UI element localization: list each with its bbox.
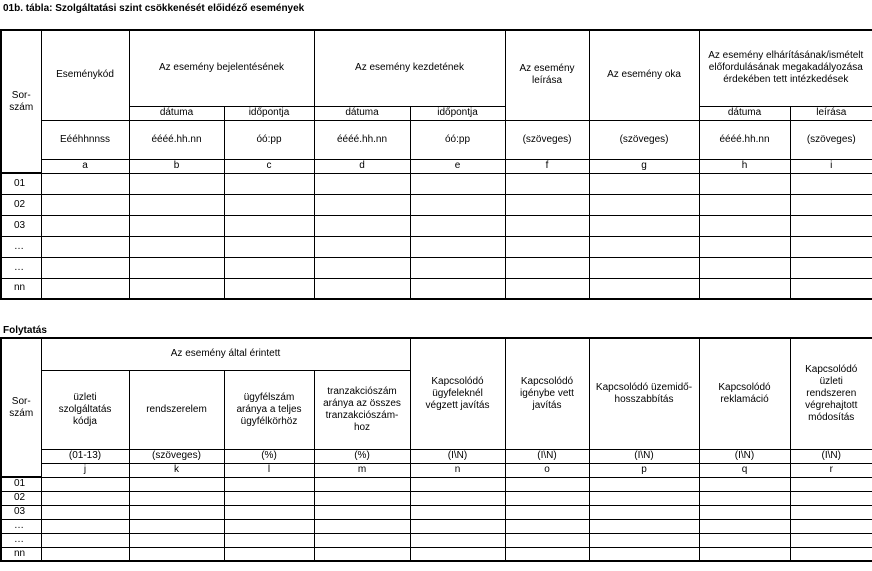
data-cell[interactable]	[314, 477, 410, 491]
sub-bejelentes-idopontja: időpontja	[224, 106, 314, 120]
format-cell-4: óó:pp	[410, 120, 505, 159]
letter-cell-5: f	[505, 159, 589, 173]
row-number: 01	[1, 477, 41, 491]
data-cell[interactable]	[699, 491, 790, 505]
data-cell[interactable]	[224, 278, 314, 299]
letter-cell-8: r	[790, 463, 872, 477]
data-cell[interactable]	[41, 236, 129, 257]
data-cell[interactable]	[790, 278, 872, 299]
letter-cell-1: k	[129, 463, 224, 477]
data-cell[interactable]	[589, 519, 699, 533]
data-cell[interactable]	[314, 533, 410, 547]
data-cell[interactable]	[224, 173, 314, 194]
data-cell[interactable]	[505, 194, 589, 215]
data-cell[interactable]	[505, 533, 589, 547]
data-cell[interactable]	[790, 533, 872, 547]
format-cell-6: (I\N)	[589, 449, 699, 463]
data-cell[interactable]	[699, 278, 790, 299]
data-cell[interactable]	[589, 173, 699, 194]
data-cell[interactable]	[505, 519, 589, 533]
letter-cell-6: g	[589, 159, 699, 173]
data-cell[interactable]	[224, 505, 314, 519]
data-cell[interactable]	[410, 547, 505, 561]
data-cell[interactable]	[790, 505, 872, 519]
row-number: …	[1, 236, 41, 257]
format-cell-5: (I\N)	[505, 449, 589, 463]
data-cell[interactable]	[41, 505, 129, 519]
letter-cell-7: q	[699, 463, 790, 477]
data-cell[interactable]	[589, 236, 699, 257]
row-number: nn	[1, 547, 41, 561]
data-cell[interactable]	[314, 505, 410, 519]
header-leiras: Az esemény leírása	[505, 30, 589, 120]
data-cell[interactable]	[410, 215, 505, 236]
letter-cell-8: i	[790, 159, 872, 173]
data-cell[interactable]	[410, 491, 505, 505]
data-cell[interactable]	[129, 173, 224, 194]
data-cell[interactable]	[505, 215, 589, 236]
data-cell[interactable]	[410, 533, 505, 547]
data-cell[interactable]	[41, 533, 129, 547]
data-cell[interactable]	[505, 278, 589, 299]
table-row	[1, 278, 872, 299]
data-cell[interactable]	[224, 477, 314, 491]
data-cell[interactable]	[790, 547, 872, 561]
data-cell[interactable]	[410, 194, 505, 215]
table-row	[1, 547, 872, 561]
data-cell[interactable]	[790, 215, 872, 236]
header-igenybe: Kapcsolódó igénybe vett javítás	[505, 338, 589, 449]
data-cell[interactable]	[129, 491, 224, 505]
row-number: 03	[1, 505, 41, 519]
format-cell-8: (I\N)	[790, 449, 872, 463]
data-cell[interactable]	[224, 547, 314, 561]
data-cell[interactable]	[129, 477, 224, 491]
header-elharitas: Az esemény elhárításának/ismételt előfordulásának megakadályozása érdekében tett intézkedések	[699, 30, 872, 106]
data-cell[interactable]	[129, 547, 224, 561]
data-cell[interactable]	[41, 215, 129, 236]
sub-uzleti: üzleti szolgáltatás kódja	[41, 370, 129, 449]
header-erintett: Az esemény által érintett	[41, 338, 410, 370]
data-cell[interactable]	[505, 477, 589, 491]
data-cell[interactable]	[41, 278, 129, 299]
data-cell[interactable]	[410, 257, 505, 278]
letter-cell-6: p	[589, 463, 699, 477]
format-cell-3: (%)	[314, 449, 410, 463]
table-row	[1, 173, 872, 194]
row-number: 01	[1, 173, 41, 194]
data-cell[interactable]	[224, 215, 314, 236]
data-cell[interactable]	[699, 215, 790, 236]
data-cell[interactable]	[699, 477, 790, 491]
table-row	[1, 519, 872, 533]
data-cell[interactable]	[699, 194, 790, 215]
data-cell[interactable]	[410, 173, 505, 194]
format-cell-7: éééé.hh.nn	[699, 120, 790, 159]
data-cell[interactable]	[314, 519, 410, 533]
letter-cell-3: m	[314, 463, 410, 477]
data-cell[interactable]	[314, 257, 410, 278]
data-cell[interactable]	[505, 547, 589, 561]
letter-cell-3: d	[314, 159, 410, 173]
letter-cell-5: o	[505, 463, 589, 477]
data-cell[interactable]	[129, 533, 224, 547]
data-cell[interactable]	[224, 519, 314, 533]
data-cell[interactable]	[410, 519, 505, 533]
data-cell[interactable]	[699, 236, 790, 257]
data-cell[interactable]	[505, 491, 589, 505]
data-cell[interactable]	[224, 533, 314, 547]
format-cell-0: Eééhhnnss	[41, 120, 129, 159]
row-number: …	[1, 533, 41, 547]
format-cell-1: éééé.hh.nn	[129, 120, 224, 159]
header-modositas: Kapcsolódó üzleti rendszeren végrehajtott módosítás	[790, 338, 872, 449]
header-javitas-ugyfel: Kapcsolódó ügyfeleknél végzett javítás	[410, 338, 505, 449]
data-cell[interactable]	[589, 278, 699, 299]
data-cell[interactable]	[410, 278, 505, 299]
data-cell[interactable]	[314, 547, 410, 561]
letter-cell-2: l	[224, 463, 314, 477]
row-number: 02	[1, 491, 41, 505]
letter-cell-7: h	[699, 159, 790, 173]
letter-cell-4: n	[410, 463, 505, 477]
data-cell[interactable]	[129, 194, 224, 215]
data-cell[interactable]	[224, 257, 314, 278]
data-cell[interactable]	[41, 194, 129, 215]
data-cell[interactable]	[589, 491, 699, 505]
table-row	[1, 215, 872, 236]
data-cell[interactable]	[699, 533, 790, 547]
data-cell[interactable]	[129, 519, 224, 533]
data-cell[interactable]	[699, 519, 790, 533]
row-number: …	[1, 519, 41, 533]
format-cell-2: óó:pp	[224, 120, 314, 159]
data-cell[interactable]	[790, 236, 872, 257]
data-cell[interactable]	[589, 533, 699, 547]
data-cell[interactable]	[224, 194, 314, 215]
data-cell[interactable]	[129, 257, 224, 278]
data-cell[interactable]	[41, 173, 129, 194]
sub-elharitas-leirasa: leírása	[790, 106, 872, 120]
data-cell[interactable]	[790, 491, 872, 505]
header-bejelentes: Az esemény bejelentésének	[129, 30, 314, 106]
data-cell[interactable]	[410, 236, 505, 257]
header-uzemido: Kapcsolódó üzemidő-hosszabbítás	[589, 338, 699, 449]
letter-cell-1: b	[129, 159, 224, 173]
table-row	[1, 491, 872, 505]
sub-elharitas-datuma: dátuma	[699, 106, 790, 120]
events-table	[0, 29, 872, 300]
header-kezdet: Az esemény kezdetének	[314, 30, 505, 106]
sub-bejelentes-datuma: dátuma	[129, 106, 224, 120]
sub-rendszerelem: rendszerelem	[129, 370, 224, 449]
format-cell-5: (szöveges)	[505, 120, 589, 159]
format-cell-7: (I\N)	[699, 449, 790, 463]
data-cell[interactable]	[505, 257, 589, 278]
data-cell[interactable]	[790, 257, 872, 278]
data-cell[interactable]	[41, 547, 129, 561]
data-cell[interactable]	[589, 194, 699, 215]
format-cell-4: (I\N)	[410, 449, 505, 463]
table-row	[1, 257, 872, 278]
table2-title: Folytatás	[3, 325, 47, 336]
data-cell[interactable]	[790, 477, 872, 491]
letter-cell-4: e	[410, 159, 505, 173]
row-number: nn	[1, 278, 41, 299]
sub-tranzakcio: tranzakciószám aránya az összes tranzakciószám-hoz	[314, 370, 410, 449]
format-cell-1: (szöveges)	[129, 449, 224, 463]
data-cell[interactable]	[699, 173, 790, 194]
data-cell[interactable]	[129, 236, 224, 257]
data-cell[interactable]	[314, 194, 410, 215]
table1-title: 01b. tábla: Szolgáltatási szint csökkenését előidéző események	[3, 3, 305, 14]
data-cell[interactable]	[129, 505, 224, 519]
continuation-table	[0, 337, 872, 562]
table-row	[1, 533, 872, 547]
data-cell[interactable]	[41, 491, 129, 505]
data-cell[interactable]	[41, 477, 129, 491]
header-oka: Az esemény oka	[589, 30, 699, 120]
data-cell[interactable]	[314, 491, 410, 505]
data-cell[interactable]	[589, 477, 699, 491]
data-cell[interactable]	[790, 173, 872, 194]
data-cell[interactable]	[41, 257, 129, 278]
data-cell[interactable]	[41, 519, 129, 533]
data-cell[interactable]	[589, 215, 699, 236]
format-cell-3: éééé.hh.nn	[314, 120, 410, 159]
data-cell[interactable]	[505, 505, 589, 519]
data-cell[interactable]	[699, 547, 790, 561]
data-cell[interactable]	[589, 257, 699, 278]
data-cell[interactable]	[314, 278, 410, 299]
data-cell[interactable]	[505, 173, 589, 194]
sub-ugyfelszam: ügyfélszám aránya a teljes ügyfélkörhöz	[224, 370, 314, 449]
table-row	[1, 194, 872, 215]
data-cell[interactable]	[224, 491, 314, 505]
data-cell[interactable]	[314, 173, 410, 194]
data-cell[interactable]	[224, 236, 314, 257]
table-row	[1, 505, 872, 519]
data-cell[interactable]	[505, 236, 589, 257]
table-row	[1, 236, 872, 257]
format-cell-8: (szöveges)	[790, 120, 872, 159]
letter-cell-0: a	[41, 159, 129, 173]
row-number: …	[1, 257, 41, 278]
data-cell[interactable]	[790, 519, 872, 533]
format-cell-0: (01-13)	[41, 449, 129, 463]
data-cell[interactable]	[410, 505, 505, 519]
data-cell[interactable]	[699, 257, 790, 278]
data-cell[interactable]	[314, 215, 410, 236]
data-cell[interactable]	[589, 547, 699, 561]
data-cell[interactable]	[790, 194, 872, 215]
letter-cell-0: j	[41, 463, 129, 477]
data-cell[interactable]	[129, 278, 224, 299]
header-reklamacio: Kapcsolódó reklamáció	[699, 338, 790, 449]
data-cell[interactable]	[129, 215, 224, 236]
format-cell-6: (szöveges)	[589, 120, 699, 159]
sub-kezdet-idopontja: időpontja	[410, 106, 505, 120]
data-cell[interactable]	[314, 236, 410, 257]
row-number: 02	[1, 194, 41, 215]
header-esemenykod: Eseménykód	[41, 30, 129, 120]
row-number: 03	[1, 215, 41, 236]
header2-sorszam: Sor- szám	[1, 338, 41, 477]
data-cell[interactable]	[410, 477, 505, 491]
table-row	[1, 477, 872, 491]
data-cell[interactable]	[589, 505, 699, 519]
letter-cell-2: c	[224, 159, 314, 173]
sub-kezdet-datuma: dátuma	[314, 106, 410, 120]
data-cell[interactable]	[699, 505, 790, 519]
header-sorszam: Sor- szám	[1, 30, 41, 173]
format-cell-2: (%)	[224, 449, 314, 463]
